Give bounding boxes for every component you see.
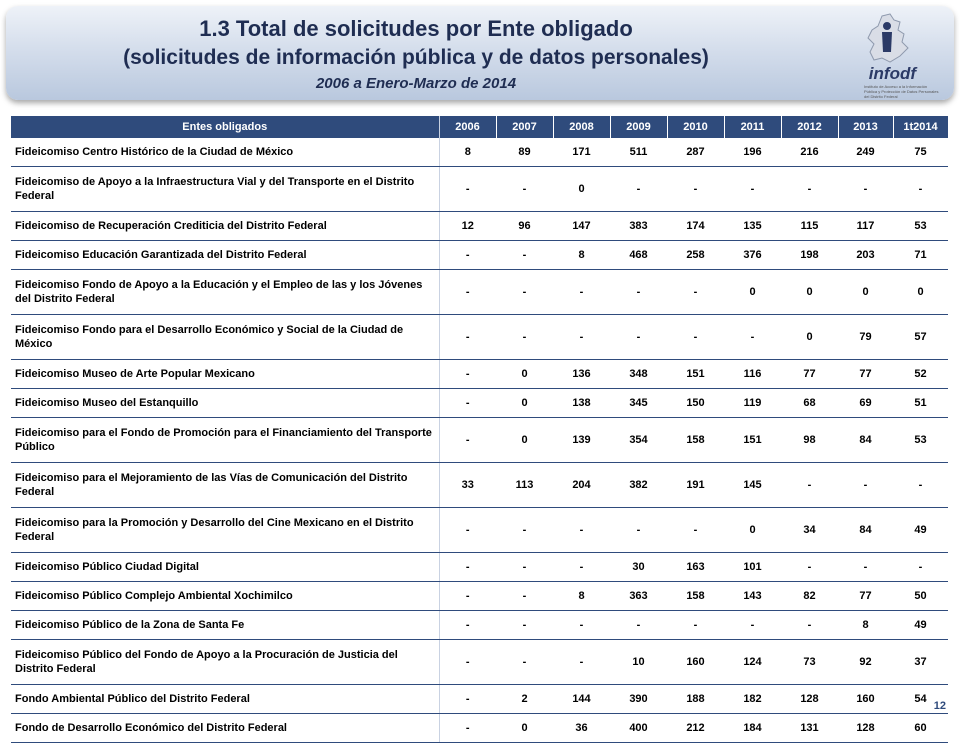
entity-name: Fideicomiso Fondo de Apoyo a la Educación y el Empleo de las y los Jóvenes del Distrito Federal <box>11 270 439 315</box>
column-header-year: 2010 <box>667 116 724 138</box>
entity-name: Fideicomiso de Apoyo a la Infraestructura Vial y del Transporte en el Distrito Federal <box>11 167 439 212</box>
year-value: 160 <box>667 640 724 685</box>
year-value: 82 <box>781 582 838 611</box>
table-row <box>11 418 948 463</box>
year-value: - <box>496 640 553 685</box>
year-value: - <box>553 611 610 640</box>
year-value: 117 <box>838 212 893 241</box>
year-value: 345 <box>610 389 667 418</box>
table-row <box>11 463 948 508</box>
infodf-logo <box>860 12 940 100</box>
year-value: - <box>724 611 781 640</box>
year-value: 0 <box>838 270 893 315</box>
year-value: - <box>610 270 667 315</box>
year-value: 150 <box>667 389 724 418</box>
year-value: - <box>838 463 893 508</box>
year-value: 0 <box>553 167 610 212</box>
year-value: - <box>439 315 496 360</box>
table-row <box>11 167 948 212</box>
year-value: 249 <box>838 138 893 167</box>
year-value: - <box>496 508 553 553</box>
table-row <box>11 640 948 685</box>
year-value: - <box>439 270 496 315</box>
year-value: 145 <box>724 463 781 508</box>
year-value: 144 <box>553 685 610 714</box>
year-value: - <box>439 582 496 611</box>
entity-name: Fideicomiso Público del Fondo de Apoyo a la Procuración de Justicia del Distrito Federal <box>11 640 439 685</box>
year-value: 191 <box>667 463 724 508</box>
year-value: 49 <box>893 611 948 640</box>
column-header-year: 2006 <box>439 116 496 138</box>
year-value: - <box>439 640 496 685</box>
year-value: - <box>496 315 553 360</box>
entity-name: Fideicomiso para la Promoción y Desarrollo del Cine Mexicano en el Distrito Federal <box>11 508 439 553</box>
year-value: - <box>496 167 553 212</box>
year-value: 8 <box>553 582 610 611</box>
year-value: 212 <box>667 714 724 743</box>
page-number: 12 <box>933 700 946 712</box>
year-value: 119 <box>724 389 781 418</box>
year-value: 0 <box>893 270 948 315</box>
year-value: 348 <box>610 360 667 389</box>
year-value: 163 <box>667 553 724 582</box>
year-value: 160 <box>838 685 893 714</box>
year-value: 131 <box>781 714 838 743</box>
year-value: 92 <box>838 640 893 685</box>
year-value: 468 <box>610 241 667 270</box>
table-row <box>11 360 948 389</box>
year-value: 10 <box>610 640 667 685</box>
year-value: 287 <box>667 138 724 167</box>
year-value: 77 <box>781 360 838 389</box>
year-value: 124 <box>724 640 781 685</box>
year-value: 135 <box>724 212 781 241</box>
table-row <box>11 138 948 167</box>
table-row <box>11 685 948 714</box>
year-value: 53 <box>893 418 948 463</box>
entity-name: Fideicomiso para el Mejoramiento de las Vías de Comunicación del Distrito Federal <box>11 463 439 508</box>
year-value: - <box>893 463 948 508</box>
year-value: 382 <box>610 463 667 508</box>
year-value: - <box>439 167 496 212</box>
year-value: 151 <box>724 418 781 463</box>
year-value: 354 <box>610 418 667 463</box>
year-value: - <box>893 167 948 212</box>
year-value: 113 <box>496 463 553 508</box>
city-map-icon <box>860 12 916 66</box>
year-value: - <box>439 241 496 270</box>
year-value: - <box>496 582 553 611</box>
year-value: - <box>667 611 724 640</box>
year-value: 0 <box>496 714 553 743</box>
entity-name: Fideicomiso Museo del Estanquillo <box>11 389 439 418</box>
entity-name: Fideicomiso Público Ciudad Digital <box>11 553 439 582</box>
year-value: 96 <box>496 212 553 241</box>
table-row <box>11 315 948 360</box>
column-header-year: 2008 <box>553 116 610 138</box>
year-value: 53 <box>893 212 948 241</box>
year-value: 0 <box>496 360 553 389</box>
entity-name: Fideicomiso Fondo para el Desarrollo Económico y Social de la Ciudad de México <box>11 315 439 360</box>
column-header-year: 2009 <box>610 116 667 138</box>
year-value: - <box>724 167 781 212</box>
year-value: - <box>781 553 838 582</box>
table-header-row <box>11 116 948 138</box>
year-value: - <box>553 508 610 553</box>
entity-name: Fondo de Desarrollo Económico del Distrito Federal <box>11 714 439 743</box>
column-header-year: 1t2014 <box>893 116 948 138</box>
table-row <box>11 212 948 241</box>
table-row <box>11 611 948 640</box>
year-value: - <box>439 360 496 389</box>
year-value: - <box>439 553 496 582</box>
year-value: 196 <box>724 138 781 167</box>
year-value: 400 <box>610 714 667 743</box>
year-value: 79 <box>838 315 893 360</box>
year-value: 75 <box>893 138 948 167</box>
year-value: 151 <box>667 360 724 389</box>
table-row <box>11 241 948 270</box>
year-value: 73 <box>781 640 838 685</box>
year-value: 128 <box>781 685 838 714</box>
table-row <box>11 553 948 582</box>
page-period: 2006 a Enero-Marzo de 2014 <box>315 75 517 92</box>
year-value: 101 <box>724 553 781 582</box>
entity-name: Fideicomiso Público Complejo Ambiental Xochimilco <box>11 582 439 611</box>
year-value: 51 <box>893 389 948 418</box>
year-value: 69 <box>838 389 893 418</box>
year-value: 89 <box>496 138 553 167</box>
entity-name: Fideicomiso Centro Histórico de la Ciudad de México <box>11 138 439 167</box>
year-value: 37 <box>893 640 948 685</box>
year-value: - <box>439 611 496 640</box>
year-value: 511 <box>610 138 667 167</box>
year-value: 33 <box>439 463 496 508</box>
year-value: 12 <box>439 212 496 241</box>
year-value: 8 <box>838 611 893 640</box>
year-value: 50 <box>893 582 948 611</box>
year-value: - <box>781 167 838 212</box>
year-value: 115 <box>781 212 838 241</box>
year-value: - <box>496 241 553 270</box>
year-value: 147 <box>553 212 610 241</box>
year-value: - <box>496 611 553 640</box>
year-value: 258 <box>667 241 724 270</box>
page-subtitle: (solicitudes de información pública y de datos personales) <box>123 46 709 69</box>
year-value: - <box>781 611 838 640</box>
year-value: - <box>838 167 893 212</box>
year-value: - <box>610 508 667 553</box>
year-value: 158 <box>667 582 724 611</box>
requests-table <box>11 116 949 743</box>
year-value: 376 <box>724 241 781 270</box>
year-value: 49 <box>893 508 948 553</box>
year-value: - <box>610 315 667 360</box>
year-value: 98 <box>781 418 838 463</box>
year-value: - <box>439 714 496 743</box>
entity-name: Fideicomiso de Recuperación Crediticia del Distrito Federal <box>11 212 439 241</box>
entity-name: Fondo Ambiental Público del Distrito Federal <box>11 685 439 714</box>
year-value: - <box>439 508 496 553</box>
year-value: 158 <box>667 418 724 463</box>
year-value: 143 <box>724 582 781 611</box>
year-value: - <box>553 270 610 315</box>
table-row <box>11 389 948 418</box>
year-value: 188 <box>667 685 724 714</box>
year-value: - <box>553 315 610 360</box>
year-value: 30 <box>610 553 667 582</box>
year-value: 36 <box>553 714 610 743</box>
year-value: 71 <box>893 241 948 270</box>
year-value: 182 <box>724 685 781 714</box>
year-value: 198 <box>781 241 838 270</box>
year-value: - <box>496 270 553 315</box>
title-banner <box>6 6 954 100</box>
table-row <box>11 582 948 611</box>
year-value: 0 <box>496 418 553 463</box>
year-value: 60 <box>893 714 948 743</box>
year-value: - <box>553 553 610 582</box>
entity-name: Fideicomiso Público de la Zona de Santa Fe <box>11 611 439 640</box>
year-value: 128 <box>838 714 893 743</box>
year-value: 174 <box>667 212 724 241</box>
year-value: 77 <box>838 582 893 611</box>
year-value: 363 <box>610 582 667 611</box>
logo-text: infodf <box>868 64 916 83</box>
year-value: 0 <box>496 389 553 418</box>
year-value: - <box>439 685 496 714</box>
year-value: 390 <box>610 685 667 714</box>
table-row <box>11 714 948 743</box>
column-header-year: 2013 <box>838 116 893 138</box>
year-value: 68 <box>781 389 838 418</box>
year-value: 203 <box>838 241 893 270</box>
entity-name: Fideicomiso Museo de Arte Popular Mexicano <box>11 360 439 389</box>
year-value: 116 <box>724 360 781 389</box>
entity-name: Fideicomiso para el Fondo de Promoción para el Financiamiento del Transporte Público <box>11 418 439 463</box>
table-row <box>11 508 948 553</box>
year-value: 383 <box>610 212 667 241</box>
year-value: - <box>838 553 893 582</box>
year-value: 171 <box>553 138 610 167</box>
year-value: - <box>610 611 667 640</box>
year-value: - <box>667 315 724 360</box>
year-value: 54 <box>893 685 948 714</box>
year-value: 8 <box>439 138 496 167</box>
year-value: 34 <box>781 508 838 553</box>
year-value: 138 <box>553 389 610 418</box>
year-value: 57 <box>893 315 948 360</box>
year-value: 216 <box>781 138 838 167</box>
year-value: - <box>439 418 496 463</box>
year-value: - <box>667 270 724 315</box>
year-value: 2 <box>496 685 553 714</box>
year-value: 84 <box>838 508 893 553</box>
year-value: - <box>439 389 496 418</box>
year-value: - <box>893 553 948 582</box>
year-value: - <box>496 553 553 582</box>
year-value: 136 <box>553 360 610 389</box>
year-value: 0 <box>781 315 838 360</box>
year-value: 0 <box>724 270 781 315</box>
year-value: 0 <box>781 270 838 315</box>
page-title: 1.3 Total de solicitudes por Ente obligado <box>199 16 633 41</box>
table-row <box>11 270 948 315</box>
year-value: 84 <box>838 418 893 463</box>
column-header-year: 2007 <box>496 116 553 138</box>
column-header-year: 2012 <box>781 116 838 138</box>
year-value: 184 <box>724 714 781 743</box>
column-header-year: 2011 <box>724 116 781 138</box>
year-value: 8 <box>553 241 610 270</box>
year-value: - <box>553 640 610 685</box>
year-value: - <box>724 315 781 360</box>
year-value: 77 <box>838 360 893 389</box>
year-value: - <box>781 463 838 508</box>
year-value: 0 <box>724 508 781 553</box>
year-value: - <box>667 508 724 553</box>
year-value: - <box>667 167 724 212</box>
year-value: - <box>610 167 667 212</box>
year-value: 204 <box>553 463 610 508</box>
year-value: 139 <box>553 418 610 463</box>
column-header-entity: Entes obligados <box>11 116 439 138</box>
year-value: 52 <box>893 360 948 389</box>
entity-name: Fideicomiso Educación Garantizada del Distrito Federal <box>11 241 439 270</box>
logo-caption: Instituto de Acceso a la Información Pública y Protección de Datos Personales del Distrito Federal <box>864 84 939 99</box>
